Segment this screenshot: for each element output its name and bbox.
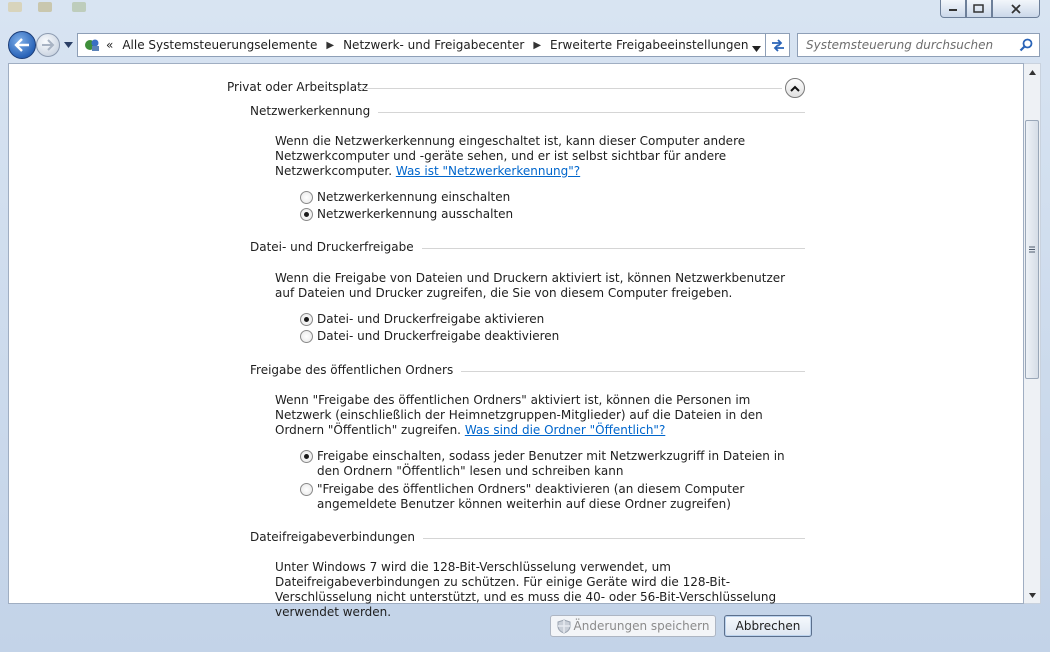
back-button[interactable]: [8, 31, 36, 59]
breadcrumb-item[interactable]: Netzwerk- und Freigabecenter: [343, 38, 525, 52]
chevron-down-icon: [1029, 593, 1036, 598]
recent-pages-button[interactable]: [62, 39, 74, 51]
radio-button[interactable]: [300, 191, 313, 204]
help-link[interactable]: Was sind die Ordner "Öffentlich"?: [464, 423, 666, 437]
breadcrumb-separator-icon[interactable]: ▶: [533, 39, 542, 51]
search-input[interactable]: [806, 38, 1014, 52]
section-title: Freigabe des öffentlichen Ordners: [250, 363, 461, 377]
shield-icon: [557, 619, 571, 634]
breadcrumb-overflow[interactable]: «: [106, 38, 114, 52]
navigation-bar: [0, 28, 1050, 62]
maximize-button[interactable]: [966, 0, 992, 18]
chevron-down-icon: [64, 42, 73, 48]
restore-icon: [973, 4, 985, 14]
collapse-profile-button[interactable]: [785, 78, 805, 98]
radio-button[interactable]: [300, 330, 313, 343]
radio-label[interactable]: Datei- und Druckerfreigabe aktivieren: [317, 312, 545, 326]
section-header: [250, 240, 805, 256]
arrow-right-icon: [41, 39, 55, 51]
save-changes-button[interactable]: [550, 615, 716, 637]
cancel-label: Abbrechen: [735, 619, 801, 633]
radio-option[interactable]: [300, 329, 559, 344]
radio-label[interactable]: "Freigabe des öffentlichen Ordners" deaktivieren (an diesem Computer angemeldete Benutzer können weiterhin auf diese Ordner zugreifen): [317, 482, 745, 511]
toolbar-icon: [72, 2, 86, 12]
profile-header: [227, 78, 817, 98]
title-bar: [0, 0, 1050, 26]
search-icon[interactable]: [1019, 38, 1033, 52]
chevron-up-icon: [1029, 70, 1036, 75]
minimize-icon: [948, 6, 958, 12]
refresh-button[interactable]: [766, 33, 790, 57]
search-box[interactable]: [797, 33, 1040, 57]
grip-icon: [1029, 246, 1035, 253]
breadcrumb-separator-icon[interactable]: ▶: [326, 39, 335, 51]
scroll-up-button[interactable]: [1024, 64, 1040, 80]
section-header: [250, 363, 805, 379]
control-panel-icon: [84, 38, 100, 52]
radio-option[interactable]: [300, 312, 544, 327]
radio-label[interactable]: Freigabe einschalten, sodass jeder Benutzer mit Netzwerkzugriff in Dateien in den Ordnern "Öffentlich" lesen und schreiben kann: [317, 449, 785, 478]
arrow-left-icon: [14, 38, 30, 52]
scroll-thumb[interactable]: [1025, 120, 1039, 379]
scroll-down-button[interactable]: [1024, 587, 1040, 603]
forward-button[interactable]: [36, 33, 60, 57]
breadcrumb-item[interactable]: Alle Systemsteuerungselemente: [122, 38, 318, 52]
radio-button[interactable]: [300, 313, 313, 326]
section-header: [250, 104, 805, 120]
chevron-down-icon: [752, 46, 761, 52]
app-icon: [8, 2, 22, 12]
section-description: [275, 271, 805, 301]
radio-option[interactable]: [300, 449, 810, 479]
save-changes-label: Änderungen speichern: [573, 619, 710, 633]
description-text: Wenn die Freigabe von Dateien und Druckern aktiviert ist, können Netzwerkbenutzer auf Dateien und Drucker zugreifen, die Sie von diesem Computer freigeben.: [275, 271, 786, 300]
radio-option[interactable]: [300, 207, 513, 222]
radio-button[interactable]: [300, 450, 313, 463]
section-title: Datei- und Druckerfreigabe: [250, 240, 422, 254]
radio-option[interactable]: [300, 482, 780, 512]
description-text: Unter Windows 7 wird die 128-Bit-Verschlüsselung verwendet, um Dateifreigabeverbindungen zu schützen. Für einige Geräte wird die 128-Bit-Verschlüsselung nicht unterstützt, und es muss die 40- oder 56-Bit-Verschlüsselung verwendet werden.: [275, 560, 777, 619]
profile-divider: [357, 88, 782, 89]
settings-content-pane: [8, 63, 1024, 619]
close-icon: [1010, 4, 1022, 14]
radio-option[interactable]: [300, 190, 510, 205]
chevron-up-icon: [790, 85, 800, 92]
toolbar-icon: [38, 2, 52, 12]
help-link[interactable]: Was ist "Netzwerkerkennung"?: [395, 164, 581, 178]
cancel-button[interactable]: [724, 615, 812, 637]
section-header: [250, 530, 805, 546]
section-description: [275, 134, 805, 179]
radio-button[interactable]: [300, 483, 313, 496]
description-text: Wenn "Freigabe des öffentlichen Ordners" aktiviert ist, können die Personen im Netzwerk (einschließlich der Heimnetzgruppen-Mitglieder) auf die Dateien in den Ordnern "Öffentlich" zugreifen.: [275, 393, 763, 437]
close-button[interactable]: [992, 0, 1040, 18]
section-title: Dateifreigabeverbindungen: [250, 530, 423, 544]
breadcrumb-item[interactable]: Erweiterte Freigabeeinstellungen: [550, 38, 749, 52]
radio-button[interactable]: [300, 208, 313, 221]
radio-label[interactable]: Netzwerkerkennung ausschalten: [317, 207, 514, 221]
button-bar: [0, 605, 1050, 652]
section-title: Netzwerkerkennung: [250, 104, 378, 118]
address-bar[interactable]: [77, 33, 766, 57]
minimize-button[interactable]: [940, 0, 966, 18]
radio-label[interactable]: Netzwerkerkennung einschalten: [317, 190, 511, 204]
vertical-scrollbar[interactable]: [1024, 63, 1041, 604]
section-description: [275, 393, 805, 438]
description-text: Wenn die Netzwerkerkennung eingeschaltet ist, kann dieser Computer andere Netzwerkcomputer und -geräte sehen, und er ist selbst sichtbar für andere Netzwerkcomputer.: [275, 134, 746, 178]
profile-title: Privat oder Arbeitsplatz: [227, 80, 369, 94]
radio-label[interactable]: Datei- und Druckerfreigabe deaktivieren: [317, 329, 560, 343]
refresh-icon: [770, 38, 786, 52]
address-dropdown-button[interactable]: [752, 41, 761, 55]
